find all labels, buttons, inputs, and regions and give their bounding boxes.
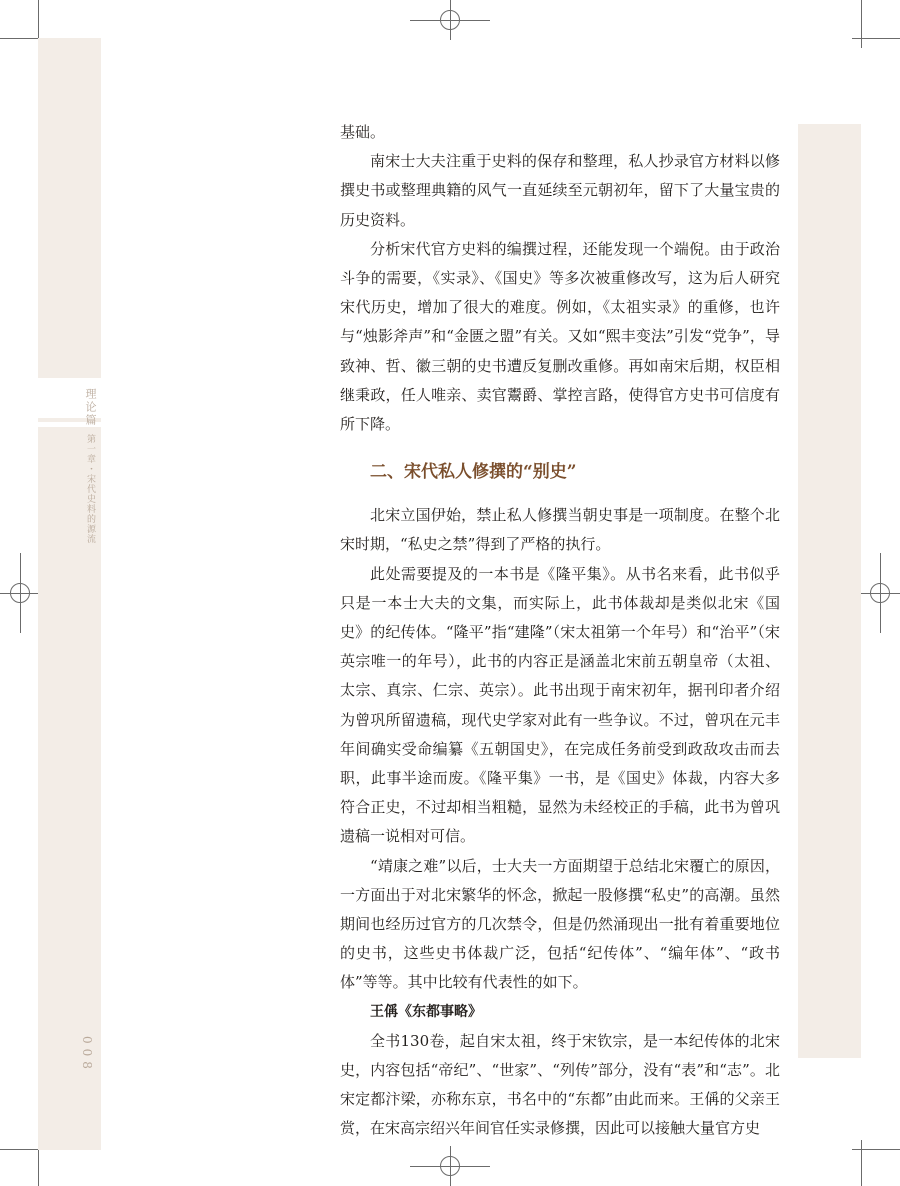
crop-mark	[852, 38, 900, 39]
body-text	[340, 118, 780, 1144]
sub-heading: 王偁《东都事略》	[370, 1003, 482, 1020]
part-label: 理论篇	[84, 388, 97, 427]
paragraph: 全书130卷，起自宋太祖，终于宋钦宗，是一本纪传体的北宋史，内容包括“帝纪”、“世家”、“列传”部分，没有“表”和“志”。北宋定都汴梁，亦称东京，书名中的“东都”由此而来。王偁的父亲王赏，在宋高宗绍兴年间官任实录修撰，因此可以接触大量官方史	[340, 1031, 780, 1138]
paragraph: 北宋立国伊始，禁止私人修撰当朝史事是一项制度。在整个北宋时期，“私史之禁”得到了严格的执行。	[340, 506, 780, 554]
section-heading: 二、宋代私人修撰的“别史”	[370, 462, 577, 483]
crop-mark	[861, 0, 862, 48]
registration-circle	[440, 1156, 460, 1176]
paragraph: 基础。	[340, 123, 386, 141]
paragraph: 分析宋代官方史料的编撰过程，还能发现一个端倪。由于政治斗争的需要，《实录》、《国史》等多次被重修改写，这为后人研究宋代历史，增加了很大的难度。例如，《太祖实录》的重修，也许与“烛影斧声”和“金匮之盟”有关。又如“熙丰变法”引发“党争”，导致神、哲、徽三朝的史书遭反复删改重修。再如南宋后期，权臣相继秉政，任人唯亲、卖官鬻爵、掌控言路，使得官方史书可信度有所下降。	[340, 239, 780, 434]
paragraph: 南宋士大夫注重于史料的保存和整理，私人抄录官方材料以修撰史书或整理典籍的风气一直延续至元朝初年，留下了大量宝贵的历史资料。	[340, 152, 780, 229]
paragraph: 此处需要提及的一本书是《隆平集》。从书名来看，此书似乎只是一本士大夫的文集，而实际上，此书体裁却是类似北宋《国史》的纪传体。“隆平”指“建隆”（宋太祖第一个年号）和“治平”（宋英宗唯一的年号），此书的内容正是涵盖北宋前五朝皇帝（太祖、太宗、真宗、仁宗、英宗）。此书出现于南宋初年，据刊印者介绍为曾巩所留遗稿，现代史学家对此有一些争议。不过，曾巩在元丰年间确实受命编纂《五朝国史》，在完成任务前受到政敌攻击而去职，此事半途而废。《隆平集》一书，是《国史》体裁，内容大多符合正史，不过却相当粗糙，显然为未经校正的手稿，此书为曾巩遗稿一说相对可信。	[340, 564, 780, 846]
crop-mark	[852, 1149, 900, 1150]
registration-circle	[870, 583, 890, 603]
chapter-label: 第一章・宋代史料的源流	[85, 434, 95, 544]
paragraph: “靖康之难”以后，士大夫一方面期望于总结北宋覆亡的原因，一方面出于对北宋繁华的怀念，掀起一股修撰“私史”的高潮。虽然期间也经历过官方的几次禁令，但是仍然涌现出一批有着重要地位的史书，这些史书体裁广泛，包括“纪传体”、“编年体”、“政书体”等等。其中比较有代表性的如下。	[340, 856, 780, 992]
right-margin-tab	[798, 124, 861, 1058]
crop-mark	[861, 1140, 862, 1186]
left-margin-panel	[38, 38, 101, 1150]
registration-circle	[10, 583, 30, 603]
page-number: 008	[80, 1036, 94, 1074]
registration-circle	[440, 10, 460, 30]
